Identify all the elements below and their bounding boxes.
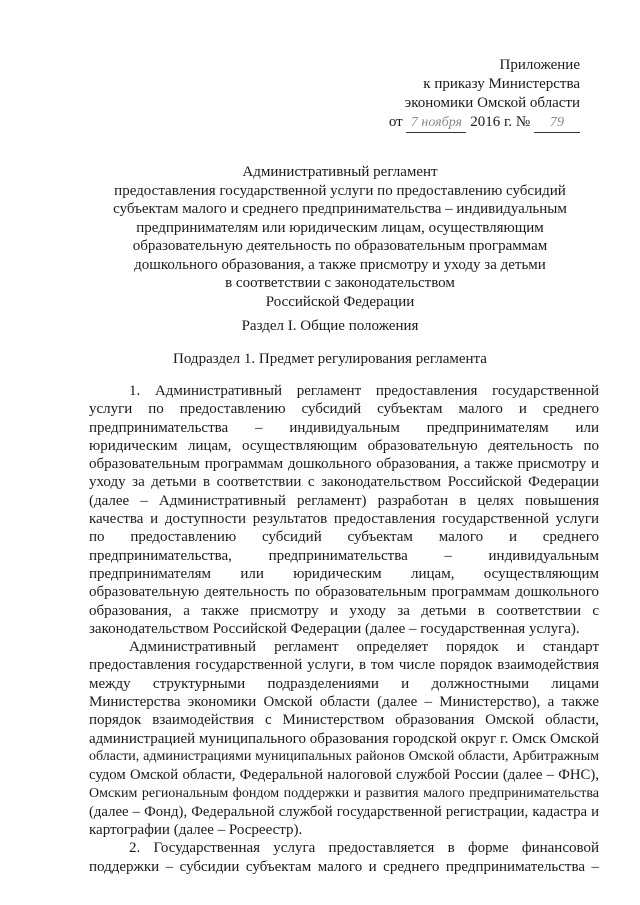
title-line: в соответствии с законодательством: [225, 275, 455, 291]
body-line: образовательную деятельность по образовательным программам дошкольного: [89, 584, 599, 601]
date-prefix: от: [388, 114, 403, 130]
body-line: предпринимательства, предпринимательства – индивидуальным: [89, 547, 599, 564]
body-line: предоставления государственной услуги, в том числе порядок взаимодействия: [89, 657, 599, 674]
body-line: администрацией муниципального образования городской округ г. Омск Омской: [89, 730, 600, 747]
body-line: поддержки – субсидии субъектам малого и среднего предпринимательства –: [89, 858, 599, 875]
body-line: уходу за детьми в соответствии с законодательством Российской Федерации: [89, 474, 599, 491]
subsection-heading: Подраздел 1. Предмет регулирования регламента: [173, 351, 487, 367]
body-line: (далее – Фонд), Федеральной службой государственной регистрации, кадастра и: [89, 803, 599, 820]
annex-line-3: экономики Омской области: [404, 95, 580, 111]
body-line: 1. Административный регламент предоставления государственной: [129, 383, 599, 399]
body-line: образовательным программам дошкольного образования, а также присмотру и: [89, 456, 599, 473]
body-line: юридическим лицам, осуществляющим образовательную деятельность по: [89, 437, 599, 454]
annex-date-line: [389, 113, 580, 133]
title-line: субъектам малого и среднего предпринимательства – индивидуальным: [113, 201, 567, 217]
body-line: образования, а также присмотру и уходу за детьми в соответствии с: [89, 602, 599, 619]
title-line: дошкольного образования, а также присмотру и уходу за детьми: [134, 256, 546, 273]
body-text: [89, 382, 599, 876]
annex-header: [389, 56, 580, 133]
body-line: предпринимательства – индивидуальным предпринимателям или: [89, 419, 599, 436]
body-line: Министерства экономики Омской области (далее – Министерство), а также: [89, 694, 599, 711]
body-line: картографии (далее – Росреестр).: [89, 822, 303, 839]
title-line: Российской Федерации: [265, 293, 415, 310]
body-line: (далее – Административный регламент) разработан в целях повышения: [89, 492, 599, 509]
title-line: предпринимателям или юридическим лицам, осуществляющим: [136, 219, 544, 236]
body-line: 2. Государственная услуга предоставляется в форме финансовой: [129, 840, 599, 857]
body-line: Омским региональным фондом поддержки и развития малого предпринимательства: [89, 785, 599, 801]
annex-line-1: Приложение: [499, 57, 580, 73]
handwritten-date: 7 ноября: [406, 113, 466, 133]
body-line: между структурными подразделениями и должностными лицами: [89, 675, 599, 692]
body-line: порядок взаимодействия с Министерством образования Омской области,: [89, 712, 599, 729]
title-line: образовательную деятельность по образовательным программам: [132, 238, 548, 254]
title-line: предоставления государственной услуги по предоставлению субсидий: [114, 182, 566, 199]
body-line: предпринимателям или юридическим лицам, осуществляющим: [89, 565, 599, 582]
body-line: качества и доступности результатов предоставления государственной услуги: [89, 511, 599, 528]
body-line: услуги по предоставлению субсидий субъектам малого и среднего: [89, 401, 599, 418]
handwritten-number: 79: [534, 113, 580, 133]
year-number-label: 2016 г. №: [470, 114, 531, 130]
title-line: Административный регламент: [242, 164, 438, 180]
body-line: судом Омской области, Федеральной налоговой службой России (далее – ФНС),: [89, 767, 599, 784]
body-line: по предоставлению субсидий субъектам малого и среднего: [89, 529, 599, 546]
document-title: [80, 163, 600, 311]
body-line: законодательством Российской Федерации (далее – государственная услуга).: [89, 620, 580, 637]
annex-line-2: к приказу Министерства: [423, 76, 580, 92]
body-line: Административный регламент определяет порядок и стандарт: [129, 639, 599, 656]
section-heading: Раздел I. Общие положения: [241, 318, 419, 334]
body-line: области, администрациями муниципальных районов Омской области, Арбитражным: [89, 748, 599, 764]
